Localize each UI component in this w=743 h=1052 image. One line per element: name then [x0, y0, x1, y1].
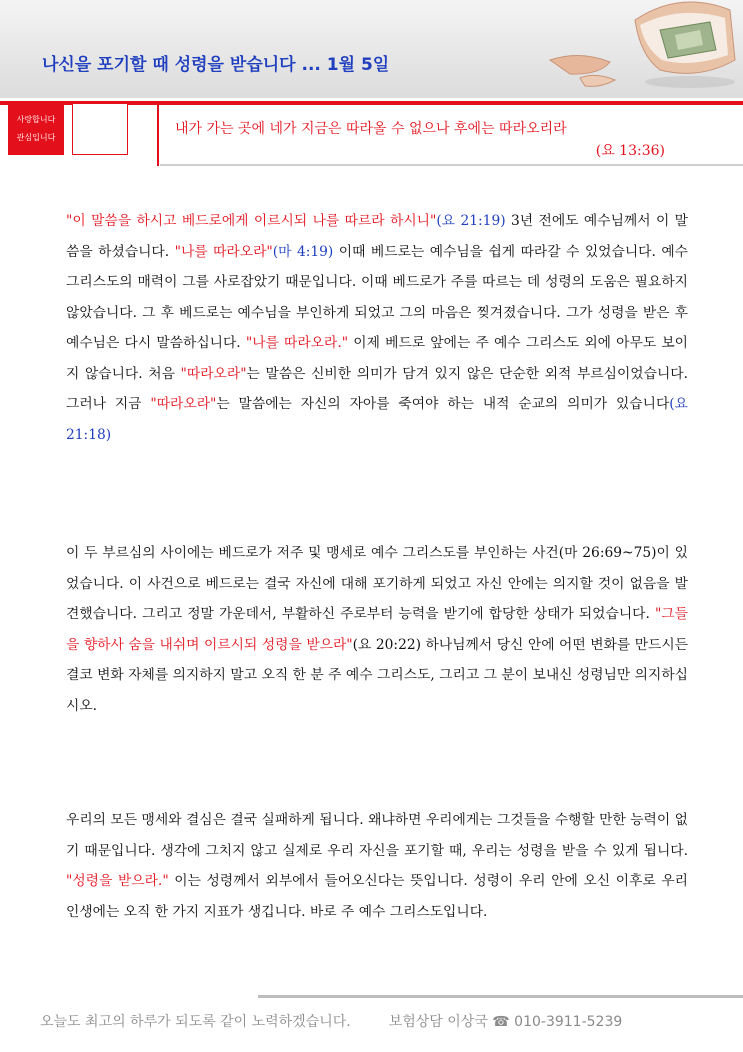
verse-underline [160, 164, 743, 166]
scripture-reference: (요 21:18) [66, 396, 688, 443]
quote-text: "그들을 향하사 숨을 내쉬며 이르시되 성령을 받으라" [66, 606, 688, 653]
scripture-reference: (마 4:19) [272, 243, 334, 260]
key-verse-reference: (요 13:36) [595, 143, 665, 159]
badge-line-2: 관심입니다 [16, 133, 56, 142]
body-text: 이 두 부르심의 사이에는 베드로가 저주 및 맹세로 예수 그리스도를 부인하는 사건 [66, 545, 559, 561]
body-text: 이제 베드로 앞에는 주 예수 그리스도 외에 아무도 보이지 않습니다. 처음 [66, 335, 688, 382]
quote-text: "나를 따라오라." [245, 335, 349, 351]
key-verse-text: 내가 가는 곳에 네가 지금은 따라올 수 없으나 후에는 따라오리라 [175, 121, 567, 137]
body-text: 하나님께서 당신 안에 어떤 변화를 만드시든 결코 변화 자체를 의지하지 말고 오직 한 분 주 예수 그리스도, 그리고 그 분이 보내신 성령님만 의지하십시오. [66, 636, 689, 714]
quote-text: "따라오라" [180, 365, 247, 382]
quote-text: "나를 따라오라" [174, 243, 273, 260]
body-text: 는 말씀에는 자신의 자아를 죽여야 하는 내적 순교의 의미가 있습니다 [216, 396, 670, 412]
body-text: 3년 전에도 예수님께서 이 말씀을 하셨습니다. [66, 213, 689, 260]
body-text: 는 말씀은 신비한 의미가 담겨 있지 않은 단순한 외적 부르심이었습니다. 그러나 지금 [66, 365, 688, 412]
body-text: 우리의 모든 맹세와 결심은 결국 실패하게 됩니다. 왜냐하면 우리에게는 그것들을 수행할 만한 능력이 없기 때문입니다. 생각에 그치지 않고 실제로 우리 자신을 포기할 때, 우리는 성령을 받을 수 있게 됩니다. [66, 812, 688, 859]
body-text: 이 있었습니다. 이 사건으로 베드로는 결국 자신에 대해 포기하게 되었고 자신 안에는 의지할 것이 없음을 발견했습니다. 그리고 정말 가운데서, 부활하신 주로부터 능력을 받기에 합당한 상태가 되었습니다. [66, 545, 688, 622]
footer-rule [258, 995, 743, 998]
quote-text: "성령을 받으라." [66, 873, 169, 889]
page-title: 나신을 포기할 때 성령을 받습니다 ... 1월 5일 [42, 55, 390, 75]
paragraph-2 [66, 538, 688, 721]
verse-divider [157, 105, 159, 166]
scripture-reference: (마 26:69~75) [558, 545, 657, 561]
key-verse [175, 118, 695, 162]
footer-motto: 오늘도 최고의 하루가 되도록 같이 노력하겠습니다. [40, 1014, 351, 1030]
quote-text: "따라오라" [150, 396, 217, 412]
badge-line-1: 사랑합니다 [16, 115, 56, 124]
header-banner [0, 0, 743, 98]
body-text: 이는 성령께서 외부에서 들어오신다는 뜻입니다. 성령이 우리 안에 오신 이후로 우리 인생에는 오직 한 가지 지표가 생깁니다. 바로 주 예수 그리스도입니다. [66, 873, 688, 920]
love-badge [8, 103, 64, 155]
scripture-reference: (요 20:22) [352, 636, 422, 653]
body-text: 이때 베드로는 예수님을 쉽게 따라갈 수 있었습니다. 예수 그리스도의 매력이 그를 사로잡았기 때문입니다. 이때 베드로가 주를 따르는 데 성령의 도움은 필요하지 않았습니다. 그 후 베드로는 예수님을 부인하게 되었고 그의 마음은 찢겨졌습니다. 그가 성령을 받은 후 예수님은 다시 말씀하십니다. [66, 243, 688, 351]
scripture-reference: (요 21:19) [436, 213, 506, 229]
footer-contact: 보험상담 이상국 ☎ 010-3911-5239 [388, 1014, 623, 1030]
paragraph-1 [66, 206, 688, 450]
blank-box [72, 103, 128, 155]
footer [40, 1011, 720, 1031]
paragraph-3 [66, 805, 688, 927]
cracked-egg-money-illustration [540, 0, 740, 95]
quote-text: "이 말씀을 하시고 베드로에게 이르시되 나를 따르라 하시니" [66, 213, 437, 229]
